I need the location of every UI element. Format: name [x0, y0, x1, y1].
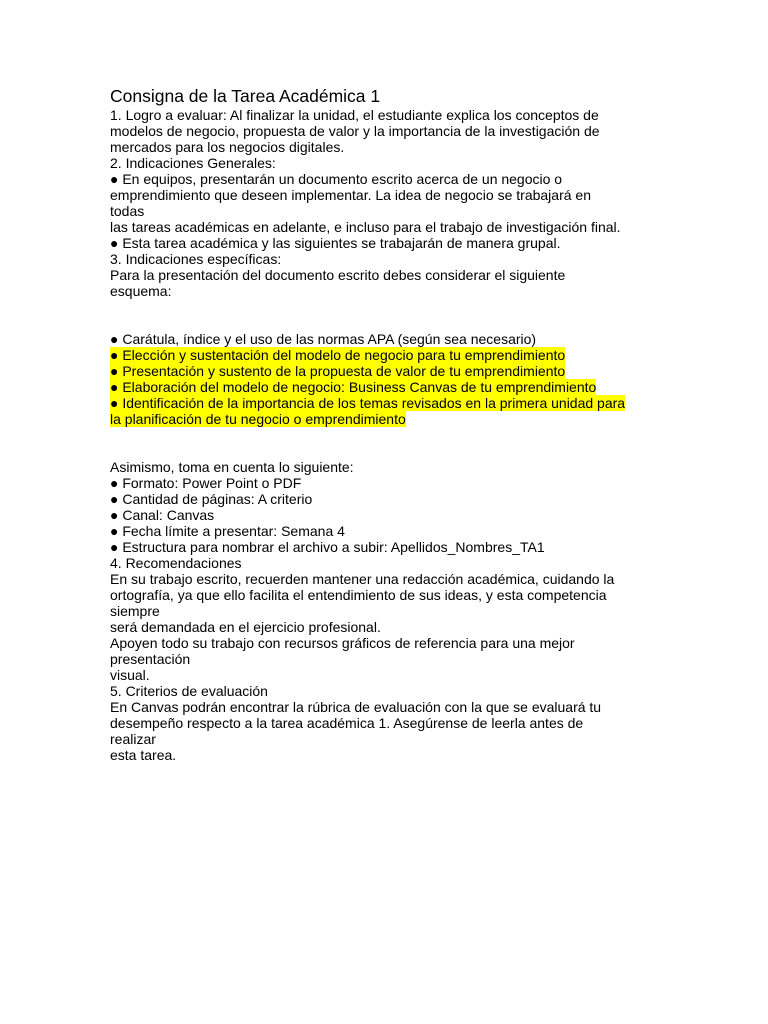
document-line: 5. Criterios de evaluación [110, 683, 268, 699]
document-line: ortografía, ya que ello facilita el entendimiento de sus ideas, y esta competencia [110, 587, 607, 603]
document-line: presentación [110, 651, 191, 667]
blank-line [110, 315, 660, 331]
document-line: será demandada en el ejercicio profesional. [110, 619, 381, 635]
document-line: esta tarea. [110, 747, 177, 763]
highlighted-text: ● Presentación y sustento de la propuesta de valor de tu emprendimiento [110, 363, 566, 379]
document-line: 1. Logro a evaluar: Al finalizar la unidad, el estudiante explica los conceptos de [110, 107, 599, 123]
document-line [110, 411, 660, 427]
document-line: ● Esta tarea académica y las siguientes se trabajarán de manera grupal. [110, 235, 561, 251]
document-line: ● Carátula, índice y el uso de las normas APA (según sea necesario) [110, 331, 537, 347]
document-line: ● Estructura para nombrar el archivo a subir: Apellidos_Nombres_TA1 [110, 539, 545, 555]
document-line: ● Cantidad de páginas: A criterio [110, 491, 313, 507]
document-line: 4. Recomendaciones [110, 555, 242, 571]
document-line: mercados para los negocios digitales. [110, 139, 345, 155]
document-page [110, 86, 660, 763]
document-line [110, 347, 660, 363]
document-line: esquema: [110, 283, 172, 299]
document-body [110, 107, 660, 763]
document-line: siempre [110, 603, 160, 619]
document-line: todas [110, 203, 145, 219]
blank-line [110, 443, 660, 459]
document-line: emprendimiento que deseen implementar. La idea de negocio se trabajará en [110, 187, 591, 203]
document-title: Consigna de la Tarea Académica 1 [110, 86, 381, 106]
document-line: ● Fecha límite a presentar: Semana 4 [110, 523, 345, 539]
highlighted-text: ● Elaboración del modelo de negocio: Business Canvas de tu emprendimiento [110, 379, 597, 395]
highlighted-text: ● Elección y sustentación del modelo de negocio para tu emprendimiento [110, 347, 566, 363]
document-line: realizar [110, 731, 156, 747]
document-line: Para la presentación del documento escrito debes considerar el siguiente [110, 267, 566, 283]
document-line: ● Canal: Canvas [110, 507, 215, 523]
document-line [110, 395, 660, 411]
blank-line [110, 427, 660, 443]
document-line: En Canvas podrán encontrar la rúbrica de evaluación con la que se evaluará tu [110, 699, 602, 715]
document-line: ● En equipos, presentarán un documento escrito acerca de un negocio o [110, 171, 563, 187]
document-line: ● Formato: Power Point o PDF [110, 475, 302, 491]
document-line: las tareas académicas en adelante, e incluso para el trabajo de investigación final. [110, 219, 621, 235]
document-line [110, 379, 660, 395]
document-line: 2. Indicaciones Generales: [110, 155, 276, 171]
document-line [110, 363, 660, 379]
document-line: En su trabajo escrito, recuerden mantener una redacción académica, cuidando la [110, 571, 615, 587]
highlighted-text: ● Identificación de la importancia de los temas revisados en la primera unidad para [110, 395, 626, 411]
document-line: modelos de negocio, propuesta de valor y la importancia de la investigación de [110, 123, 600, 139]
document-line: 3. Indicaciones específicas: [110, 251, 282, 267]
document-line: Apoyen todo su trabajo con recursos gráficos de referencia para una mejor [110, 635, 575, 651]
highlighted-text: la planificación de tu negocio o emprendimiento [110, 411, 406, 427]
document-line: visual. [110, 667, 150, 683]
blank-line [110, 299, 660, 315]
document-line: desempeño respecto a la tarea académica 1. Asegúrense de leerla antes de [110, 715, 584, 731]
document-line: Asimismo, toma en cuenta lo siguiente: [110, 459, 354, 475]
